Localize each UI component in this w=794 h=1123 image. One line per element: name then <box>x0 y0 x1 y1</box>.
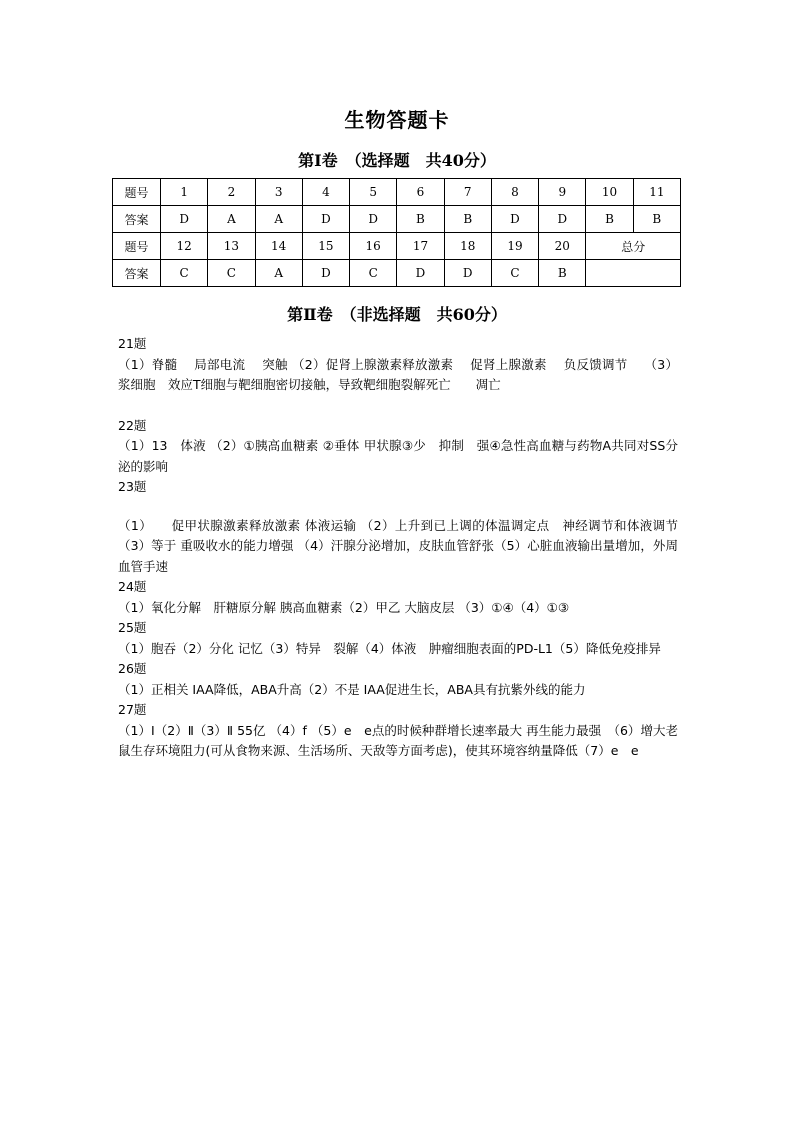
question-answer: （1）正相关 IAA降低，ABA升高（2）不是 IAA促进生长，ABA具有抗紫外线的能力 <box>118 681 586 697</box>
question-heading: 25题 <box>118 620 147 635</box>
section-2-heading: 第Ⅱ卷 （非选择题 共60分） <box>287 305 507 324</box>
answer-cell: D <box>491 206 538 233</box>
question-number-cell: 17 <box>397 233 444 260</box>
answer-cell: B <box>444 206 491 233</box>
question-answer: （1）13 体液 （2）①胰高血糖素 ②垂体 甲状腺③少 抑制 强④急性高血糖与药物A共同对SS分泌的影响 <box>118 438 678 474</box>
table-row <box>113 260 681 287</box>
answer-cell: D <box>161 206 208 233</box>
question-number-cell: 6 <box>397 179 444 206</box>
section-1-heading: 第Ⅰ卷 （选择题 共40分） <box>298 151 496 170</box>
answer-cell: A <box>255 260 302 287</box>
total-score-label: 总分 <box>586 233 681 260</box>
question-answer: （1） 促甲状腺激素释放激素 体液运输 （2）上升到已上调的体温调定点 神经调节和体液调节 （3）等于 重吸收水的能力增强 （4）汗腺分泌增加，皮肤血管舒张（5）心脏血液输出量增加，外周血管手速 <box>118 517 691 574</box>
question-number-cell: 4 <box>302 179 349 206</box>
question-number-cell: 10 <box>586 179 633 206</box>
row-label-number: 题号 <box>113 179 161 206</box>
total-score-blank <box>586 260 681 287</box>
table-row <box>113 179 681 206</box>
row-label-answer: 答案 <box>113 206 161 233</box>
page-title: 生物答题卡 <box>344 108 450 132</box>
row-label-answer: 答案 <box>113 260 161 287</box>
question-number-cell: 13 <box>208 233 255 260</box>
table-row <box>113 233 681 260</box>
answer-cell: D <box>302 206 349 233</box>
question-answer: （1）氧化分解 肝糖原分解 胰高血糖素（2）甲乙 大脑皮层 （3）①④（4）①③ <box>118 599 570 615</box>
question-answer: （1）脊髓 局部电流 突触 （2）促肾上腺激素释放激素 促肾上腺激素 负反馈调节 （3）浆细胞 效应T细胞与靶细胞密切接触，导致靶细胞裂解死亡 凋亡 <box>118 356 678 392</box>
answer-cell: C <box>161 260 208 287</box>
answer-cell: C <box>208 260 255 287</box>
answer-cell: D <box>302 260 349 287</box>
question-heading: 24题 <box>118 579 147 594</box>
question-number-cell: 9 <box>539 179 586 206</box>
answer-cell: A <box>208 206 255 233</box>
question-number-cell: 8 <box>491 179 538 206</box>
answer-cell: B <box>539 260 586 287</box>
answer-content <box>118 334 691 762</box>
question-answer: （1）Ⅰ（2）Ⅱ（3）Ⅱ 55亿 （4）f （5）e e点的时候种群增长速率最大 再生能力最强 （6）增大老鼠生存环境阻力(可从食物来源、生活场所、天敌等方面考虑)，使其环境容纳量降低（7）e e <box>118 722 678 758</box>
answer-cell: B <box>397 206 444 233</box>
answer-cell: D <box>539 206 586 233</box>
question-number-cell: 7 <box>444 179 491 206</box>
question-number-cell: 2 <box>208 179 255 206</box>
question-number-cell: 14 <box>255 233 302 260</box>
question-answer: （1）胞吞（2）分化 记忆（3）特异 裂解（4）体液 肿瘤细胞表面的PD-L1（5）降低免疫排异 <box>118 640 661 656</box>
row-label-number: 题号 <box>113 233 161 260</box>
question-number-cell: 16 <box>350 233 397 260</box>
question-heading: 27题 <box>118 702 147 717</box>
answer-cell: C <box>350 260 397 287</box>
question-heading: 26题 <box>118 661 147 676</box>
question-heading: 22题 <box>118 417 147 433</box>
answer-table <box>112 178 681 287</box>
question-number-cell: 3 <box>255 179 302 206</box>
question-number-cell: 20 <box>539 233 586 260</box>
question-number-cell: 15 <box>302 233 349 260</box>
question-number-cell: 11 <box>633 179 680 206</box>
answer-cell: B <box>633 206 680 233</box>
question-heading: 23题 <box>118 479 147 494</box>
question-heading: 21题 <box>118 336 147 351</box>
answer-cell: A <box>255 206 302 233</box>
answer-cell: D <box>444 260 491 287</box>
question-number-cell: 5 <box>350 179 397 206</box>
answer-cell: C <box>491 260 538 287</box>
answer-cell: B <box>586 206 633 233</box>
answer-cell: D <box>350 206 397 233</box>
question-number-cell: 19 <box>491 233 538 260</box>
answer-cell: D <box>397 260 444 287</box>
question-number-cell: 12 <box>161 233 208 260</box>
table-row <box>113 206 681 233</box>
question-number-cell: 1 <box>161 179 208 206</box>
question-number-cell: 18 <box>444 233 491 260</box>
